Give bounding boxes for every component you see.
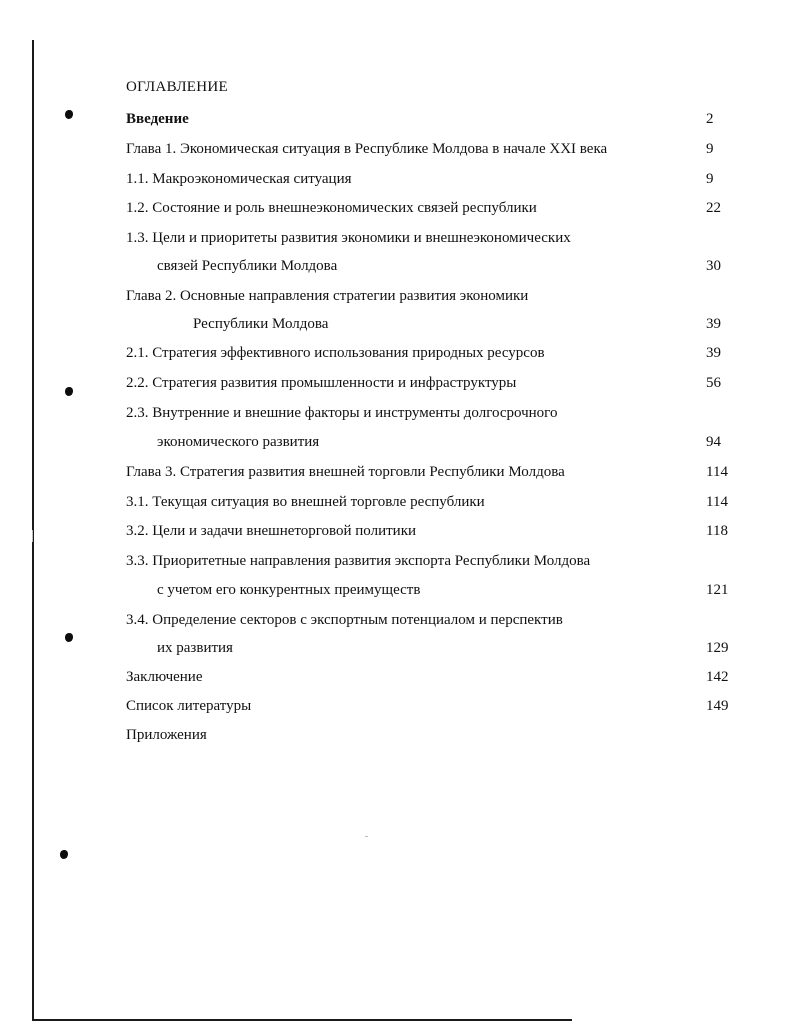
toc-page-number: 2 bbox=[706, 111, 714, 127]
toc-entry-section-1-3-cont: связей Республики Молдова bbox=[157, 258, 338, 274]
toc-page-number: 22 bbox=[706, 200, 721, 216]
scan-dot bbox=[65, 633, 73, 642]
toc-entry-chapter-1: Глава 1. Экономическая ситуация в Республике Молдова в начале XXI века bbox=[126, 141, 608, 157]
toc-page-number: 114 bbox=[706, 464, 728, 480]
toc-page-number: 129 bbox=[706, 640, 729, 656]
toc-entry-appendices: Приложения bbox=[126, 727, 207, 743]
toc-entry-introduction: Введение bbox=[126, 111, 189, 127]
toc-page-number: 9 bbox=[706, 141, 714, 157]
toc-entry-chapter-2: Глава 2. Основные направления стратегии развития экономики bbox=[126, 288, 529, 304]
scan-dot bbox=[60, 850, 68, 859]
toc-entry-section-1-1: 1.1. Макроэкономическая ситуация bbox=[126, 171, 352, 187]
toc-entry-chapter-2-cont: Республики Молдова bbox=[193, 316, 329, 332]
toc-page-number: 118 bbox=[706, 523, 728, 539]
toc-page-number: 142 bbox=[706, 669, 729, 685]
toc-page-number: 30 bbox=[706, 258, 721, 274]
toc-heading: ОГЛАВЛЕНИЕ bbox=[126, 79, 228, 95]
toc-page-number: 121 bbox=[706, 582, 729, 598]
scan-dot bbox=[65, 387, 73, 396]
toc-entry-section-3-3: 3.3. Приоритетные направления развития экспорта Республики Молдова bbox=[126, 553, 591, 569]
toc-entry-section-2-3: 2.3. Внутренние и внешние факторы и инструменты долгосрочного bbox=[126, 405, 558, 421]
toc-page-number: 114 bbox=[706, 494, 728, 510]
toc-entry-chapter-3: Глава 3. Стратегия развития внешней торговли Республики Молдова bbox=[126, 464, 565, 480]
toc-page-number: 9 bbox=[706, 171, 714, 187]
toc-page-number: 94 bbox=[706, 434, 721, 450]
toc-page-number: 56 bbox=[706, 375, 721, 391]
toc-page-number: 149 bbox=[706, 698, 729, 714]
toc-entry-section-3-3-cont: с учетом его конкурентных преимуществ bbox=[157, 582, 421, 598]
scan-speck bbox=[365, 836, 368, 837]
scan-speck bbox=[32, 530, 33, 542]
toc-entry-section-3-2: 3.2. Цели и задачи внешнеторговой политики bbox=[126, 523, 417, 539]
toc-entry-section-3-1: 3.1. Текущая ситуация во внешней торговле республики bbox=[126, 494, 485, 510]
toc-entry-section-2-1: 2.1. Стратегия эффективного использования природных ресурсов bbox=[126, 345, 545, 361]
toc-entry-conclusion: Заключение bbox=[126, 669, 203, 685]
toc-entry-section-3-4: 3.4. Определение секторов с экспортным потенциалом и перспектив bbox=[126, 612, 563, 628]
toc-entry-section-1-2: 1.2. Состояние и роль внешнеэкономических связей республики bbox=[126, 200, 537, 216]
toc-entry-section-3-4-cont: их развития bbox=[157, 640, 233, 656]
toc-page-number: 39 bbox=[706, 316, 721, 332]
scan-dot bbox=[65, 110, 73, 119]
toc-page-number: 39 bbox=[706, 345, 721, 361]
toc-entry-section-2-3-cont: экономического развития bbox=[157, 434, 320, 450]
toc-entry-section-1-3: 1.3. Цели и приоритеты развития экономики и внешнеэкономических bbox=[126, 230, 571, 246]
toc-entry-section-2-2: 2.2. Стратегия развития промышленности и инфраструктуры bbox=[126, 375, 517, 391]
toc-entry-bibliography: Список литературы bbox=[126, 698, 252, 714]
scan-border-bottom bbox=[32, 1019, 572, 1021]
